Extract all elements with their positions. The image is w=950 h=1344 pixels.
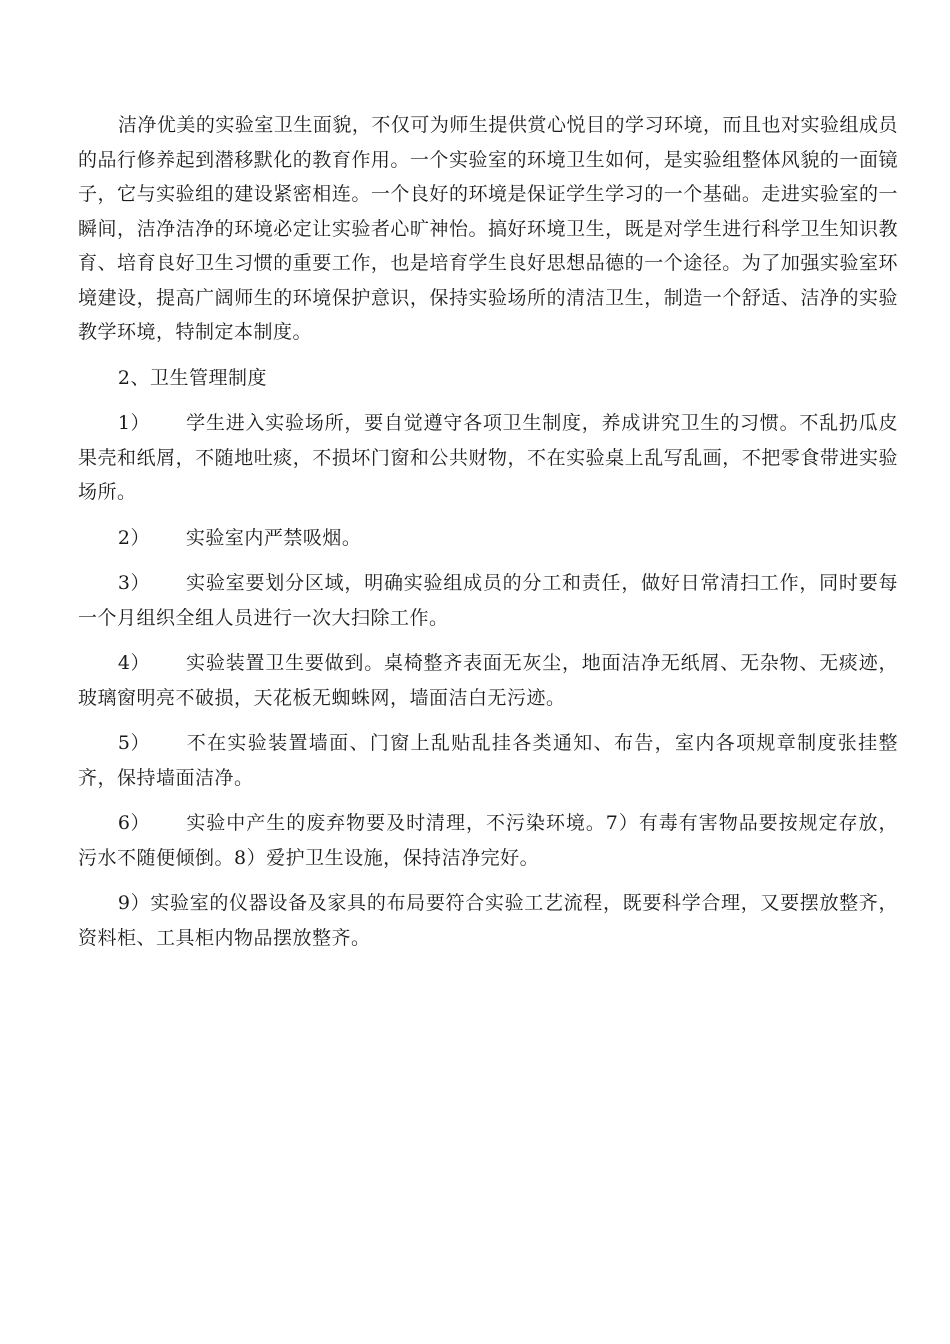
rule-item-text: 实验中产生的废弃物要及时清理，不污染环境。7）有毒有害物品要按规定存放，污水不随便倾倒。8）爱护卫生设施，保持洁净完好。 xyxy=(78,812,898,869)
rule-item-number: 6） xyxy=(117,812,150,834)
rule-item-3 xyxy=(78,566,898,635)
intro-paragraph: 洁净优美的实验室卫生面貌，不仅可为师生提供赏心悦目的学习环境，而且也对实验组成员的品行修养起到潜移默化的教育作用。一个实验室的环境卫生如何，是实验组整体风貌的一面镜子，它与实验组的建设紧密相连。一个良好的环境是保证学生学习的一个基础。走进实验室的一瞬间，洁净洁净的环境必定让实验者心旷神怡。搞好环境卫生，既是对学生进行科学卫生知识教育、培育良好卫生习惯的重要工作，也是培育学生良好思想品德的一个途径。为了加强实验室环境建设，提高广阔师生的环境保护意识，保持实验场所的清洁卫生，制造一个舒适、洁净的实验教学环境，特制定本制度。 xyxy=(78,114,898,343)
rule-item-number: 5） xyxy=(117,732,150,754)
rule-item-text: 实验装置卫生要做到。桌椅整齐表面无灰尘，地面洁净无纸屑、无杂物、无痰迹，玻璃窗明亮不破损，天花板无蜘蛛网，墙面洁白无污迹。 xyxy=(78,652,898,709)
rule-item-number: 1） xyxy=(117,412,150,434)
rule-item-9: 9）实验室的仪器设备及家具的布局要符合实验工艺流程，既要科学合理，又要摆放整齐，资料柜、工具柜内物品摆放整齐。 xyxy=(78,892,898,949)
rule-item-4 xyxy=(78,646,898,715)
rule-item-text: 实验室要划分区域，明确实验组成员的分工和责任，做好日常清扫工作，同时要每一个月组织全组人员进行一次大扫除工作。 xyxy=(78,572,898,629)
rule-item-text: 实验室内严禁吸烟。 xyxy=(185,526,362,549)
section-heading: 2、卫生管理制度 xyxy=(117,366,267,389)
rule-item-5 xyxy=(78,726,898,795)
rule-item-number: 4） xyxy=(117,652,150,674)
rule-item-1 xyxy=(78,406,898,510)
rule-item-6 xyxy=(78,806,898,875)
rule-item-text: 学生进入实验场所，要自觉遵守各项卫生制度，养成讲究卫生的习惯。不乱扔瓜皮果壳和纸屑，不随地吐痰，不损坏门窗和公共财物，不在实验桌上乱写乱画，不把零食带进实验场所。 xyxy=(78,412,898,503)
rule-item-number: 2） xyxy=(117,526,150,549)
rule-item-2 xyxy=(78,521,898,556)
document-body xyxy=(78,108,898,955)
rule-item-number: 3） xyxy=(117,572,150,594)
rule-item-text: 不在实验装置墙面、门窗上乱贴乱挂各类通知、布告，室内各项规章制度张挂整齐，保持墙面洁净。 xyxy=(78,732,898,789)
